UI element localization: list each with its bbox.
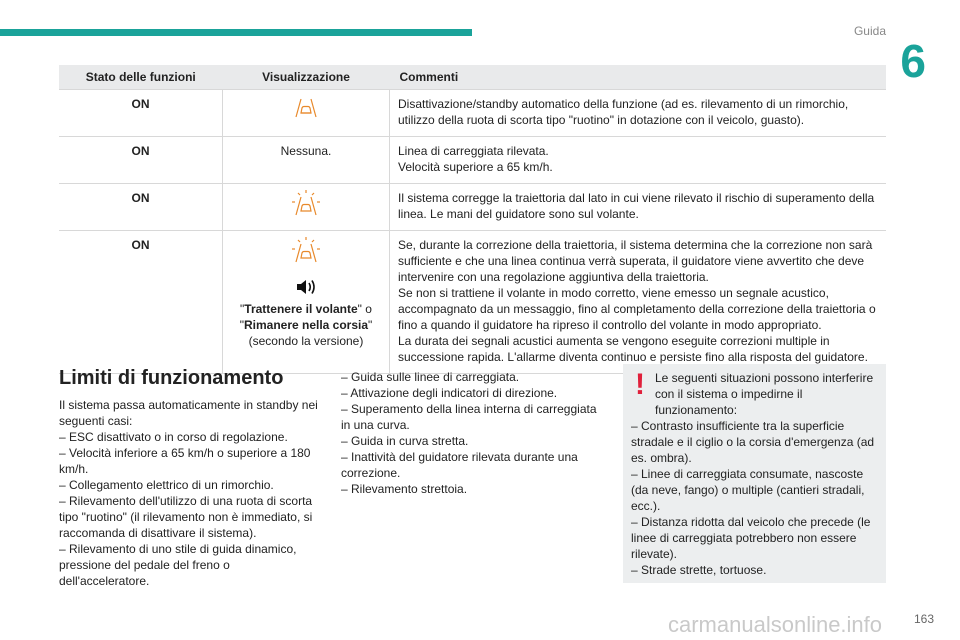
column-header-state: Stato delle funzioni xyxy=(59,65,223,90)
comment-cell xyxy=(390,137,887,184)
limits-title: Limiti di funzionamento xyxy=(59,367,284,389)
list-item: – Strade strette, tortuose. xyxy=(631,563,767,577)
list-item: – Contrasto insufficiente tra la superficie stradale e il ciglio o la corsia d'emergenza (ad es. ombra). xyxy=(631,419,875,465)
comment-line: Linea di carreggiata rilevata. xyxy=(398,144,549,158)
list-item: – ESC disattivato o in corso di regolazione. xyxy=(59,430,288,444)
lane-warning-icon xyxy=(292,96,320,118)
list-item: – Distanza ridotta dal veicolo che precede (le linee di carreggiata potrebbero non essere rilevate). xyxy=(631,515,871,561)
display-cell xyxy=(223,90,390,137)
speaker-icon xyxy=(295,277,317,297)
list-item: – Rilevamento dell'utilizzo di una ruota di scorta tipo "ruotino" (il rilevamento non è immediato, si raccomanda di disattivare il sistema). xyxy=(59,494,313,540)
quote: " xyxy=(240,302,245,316)
display-cell xyxy=(223,231,390,374)
note-connector: " o xyxy=(357,302,372,316)
message-stay-in-lane: Rimanere nella corsia xyxy=(243,318,369,332)
comment-cell: Disattivazione/standby automatico della funzione (ad es. rilevamento di un rimorchio, utilizzo della ruota di scorta tipo "ruotino" in dotazione con il veicolo, guasto). xyxy=(390,90,887,137)
comment-line: Se non si trattiene il volante in modo corretto, viene emesso un segnale acustico, accompagnato da un messaggio, fino al completamento della correzione della traiettoria o fino a quando il guidatore ha ripreso il controllo del volante in modo appropriato. xyxy=(398,286,876,332)
section-title: Guida xyxy=(853,24,886,38)
comment-cell xyxy=(390,231,887,374)
list-item: – Collegamento elettrico di un rimorchio. xyxy=(59,478,274,492)
limits-column-1 xyxy=(59,366,321,589)
column-header-display: Visualizzazione xyxy=(223,65,390,90)
message-hold-wheel: Trattenere il volante xyxy=(244,302,358,316)
comment-line: Se, durante la correzione della traiettoria, il sistema determina che la correzione non sarà sufficiente e che una linea continua verrà superata, il guidatore viene avvertito che deve intervenire con una regolazione aggiuntiva della traiettoria. xyxy=(398,238,873,284)
list-item: – Rilevamento strettoia. xyxy=(341,482,468,496)
table-row xyxy=(59,184,886,231)
chapter-number: 6 xyxy=(900,35,926,87)
state-cell: ON xyxy=(59,184,223,231)
quote: " xyxy=(239,318,244,332)
list-item: – Velocità inferiore a 65 km/h o superiore a 180 km/h. xyxy=(59,446,311,476)
header-accent-bar xyxy=(0,29,472,36)
display-cell: Nessuna. xyxy=(223,137,390,184)
list-item: – Attivazione degli indicatori di direzione. xyxy=(341,386,558,400)
state-cell: ON xyxy=(59,231,223,374)
table-row xyxy=(59,231,886,374)
list-item: – Superamento della linea interna di carreggiata in una curva. xyxy=(341,402,597,432)
table-header-row xyxy=(59,65,886,90)
page-number: 163 xyxy=(913,612,934,626)
state-cell: ON xyxy=(59,90,223,137)
list-item: – Inattività del guidatore rilevata durante una correzione. xyxy=(341,450,578,480)
display-note xyxy=(231,301,381,349)
watermark: carmanualsonline.info xyxy=(668,612,883,637)
comment-cell: Il sistema corregge la traiettoria dal lato in cui viene rilevato il rischio di superamento della linea. Le mani del guidatore sono sul volante. xyxy=(390,184,887,231)
warning-box xyxy=(623,364,886,583)
quote: " xyxy=(368,318,373,332)
lane-keeping-active-icon xyxy=(291,190,321,216)
function-status-table xyxy=(59,65,886,374)
note-version: (secondo la versione) xyxy=(248,334,364,348)
state-cell: ON xyxy=(59,137,223,184)
list-item: – Guida in curva stretta. xyxy=(341,434,469,448)
list-item: – Rilevamento di uno stile di guida dinamico, pressione del pedale del freno o dell'acceleratore. xyxy=(59,542,297,588)
display-cell xyxy=(223,184,390,231)
list-item: – Guida sulle linee di carreggiata. xyxy=(341,370,520,384)
limits-column-2 xyxy=(341,369,607,497)
lane-keeping-active-icon xyxy=(291,237,321,263)
warning-icon: ! xyxy=(635,368,645,401)
comment-line: La durata dei segnali acustici aumenta se vengono eseguite correzioni multiple in successione rapida. L'allarme diventa continuo e persiste fino alla risposta del guidatore. xyxy=(398,334,868,364)
limits-intro: Il sistema passa automaticamente in standby nei seguenti casi: xyxy=(59,398,318,428)
list-item: – Linee di carreggiata consumate, nascoste (da neve, fango) o multiple (cantieri stradali, ecc.). xyxy=(631,467,865,513)
column-header-comments: Commenti xyxy=(390,65,887,90)
warning-intro: Le seguenti situazioni possono interferire con il sistema o impedirne il funzionamento: xyxy=(655,371,874,417)
table-row xyxy=(59,137,886,184)
comment-line: Velocità superiore a 65 km/h. xyxy=(398,160,553,174)
table-row xyxy=(59,90,886,137)
